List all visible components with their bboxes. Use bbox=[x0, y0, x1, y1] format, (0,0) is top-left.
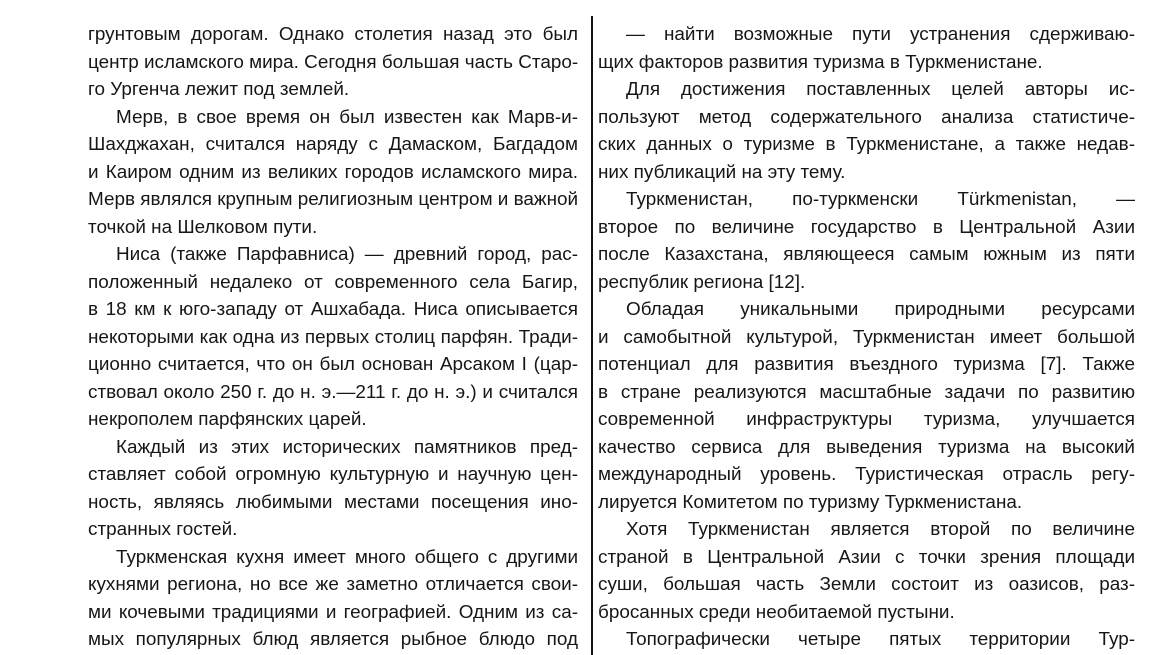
text-line: кухнями региона, но все же заметно отличается свои- bbox=[88, 574, 578, 595]
text-line: некоторыми как одна из первых столиц парфян. Тради- bbox=[88, 326, 578, 348]
text-line: ставляет собой огромную культурную и научную цен- bbox=[88, 464, 578, 485]
text-line: в 18 км к юго-западу от Ашхабада. Ниса описывается bbox=[88, 299, 578, 320]
text-line: качество сервиса для выведения туризма на высокий bbox=[598, 436, 1135, 458]
text-line: положенный недалеко от современного села Багир, bbox=[88, 271, 578, 293]
paragraph bbox=[88, 434, 578, 544]
paragraph bbox=[88, 21, 578, 104]
text-line: Мерв, в свое время он был известен как Марв-и- bbox=[116, 106, 578, 128]
text-line: Хотя Туркменистан является второй по величине bbox=[626, 519, 1135, 540]
paragraph bbox=[598, 296, 1135, 516]
text-line: и самобытной культурой, Туркменистан имеет большой bbox=[598, 326, 1135, 348]
paragraph bbox=[598, 626, 1135, 654]
text-line: лируется Комитетом по туризму Туркменистана. bbox=[598, 491, 1023, 513]
text-line: страной в Центральной Азии с точки зрения площади bbox=[598, 546, 1135, 568]
text-line: Обладая уникальными природными ресурсами bbox=[626, 299, 1135, 320]
text-line: Шахджахан, считался наряду с Дамаском, Багдадом bbox=[88, 134, 578, 155]
text-line: в стране реализуются масштабные задачи по развитию bbox=[598, 381, 1135, 403]
text-line: — найти возможные пути устранения сдерживаю- bbox=[626, 24, 1135, 45]
paragraph bbox=[598, 21, 1135, 76]
right-column bbox=[598, 21, 1135, 654]
text-line: ских данных о туризме в Туркменистане, а также недав- bbox=[598, 134, 1135, 155]
text-line: щих факторов развития туризма в Туркменистане. bbox=[598, 51, 1043, 73]
text-line: республик региона [12]. bbox=[598, 271, 806, 293]
text-line: ми кочевыми традициями и географией. Одним из са- bbox=[88, 601, 578, 623]
text-line: ность, являясь любимыми местами посещения ино- bbox=[88, 491, 578, 513]
paragraph bbox=[598, 516, 1135, 626]
text-line: Туркменистан, по-туркменски Türkmenistan, — bbox=[626, 189, 1135, 210]
text-line: Каждый из этих исторических памятников пред- bbox=[116, 436, 578, 458]
text-line: Туркменская кухня имеет много общего с другими bbox=[116, 546, 578, 568]
text-line: второе по величине государство в Центральной Азии bbox=[598, 216, 1135, 238]
text-line: некрополем парфянских царей. bbox=[88, 409, 367, 430]
text-line: после Казахстана, являющееся самым южным из пяти bbox=[598, 244, 1135, 265]
text-line: центр исламского мира. Сегодня большая часть Старо- bbox=[88, 51, 578, 73]
paragraph bbox=[88, 544, 578, 654]
text-line: и Каиром одним из великих городов исламского мира. bbox=[88, 161, 578, 183]
text-line: грунтовым дорогам. Однако столетия назад это был bbox=[88, 24, 578, 45]
text-line: мых популярных блюд является рыбное блюдо под bbox=[88, 629, 578, 650]
paragraph bbox=[88, 241, 578, 434]
paragraph bbox=[88, 104, 578, 242]
text-line: Ниса (также Парфавниса) — древний город, рас- bbox=[116, 244, 578, 265]
text-line: потенциал для развития въездного туризма [7]. Также bbox=[598, 354, 1135, 375]
left-column bbox=[88, 21, 578, 654]
text-line: точкой на Шелковом пути. bbox=[88, 216, 318, 238]
text-line: Мерв являлся крупным религиозным центром и важной bbox=[88, 189, 578, 210]
column-divider bbox=[591, 16, 593, 655]
text-line: международный уровень. Туристическая отрасль регу- bbox=[598, 464, 1135, 485]
text-line: Для достижения поставленных целей авторы ис- bbox=[626, 79, 1135, 100]
text-line: ствовал около 250 г. до н. э.—211 г. до н. э.) и считался bbox=[88, 381, 578, 403]
text-line: го Ургенча лежит под землей. bbox=[88, 79, 350, 100]
text-line: бросанных среди необитаемой пустыни. bbox=[598, 601, 955, 623]
text-line: странных гостей. bbox=[88, 519, 238, 540]
paragraph bbox=[598, 76, 1135, 186]
text-line: Топографически четыре пятых территории Тур- bbox=[626, 629, 1135, 650]
text-line: современной инфраструктуры туризма, улучшается bbox=[598, 409, 1135, 430]
text-line: ционно считается, что он был основан Арсаком I (цар- bbox=[88, 354, 578, 375]
text-line: суши, большая часть Земли состоит из оазисов, раз- bbox=[598, 574, 1135, 595]
text-line: них публикаций на эту тему. bbox=[598, 161, 846, 183]
text-line: пользуют метод содержательного анализа статистиче- bbox=[598, 106, 1135, 128]
paragraph bbox=[598, 186, 1135, 296]
